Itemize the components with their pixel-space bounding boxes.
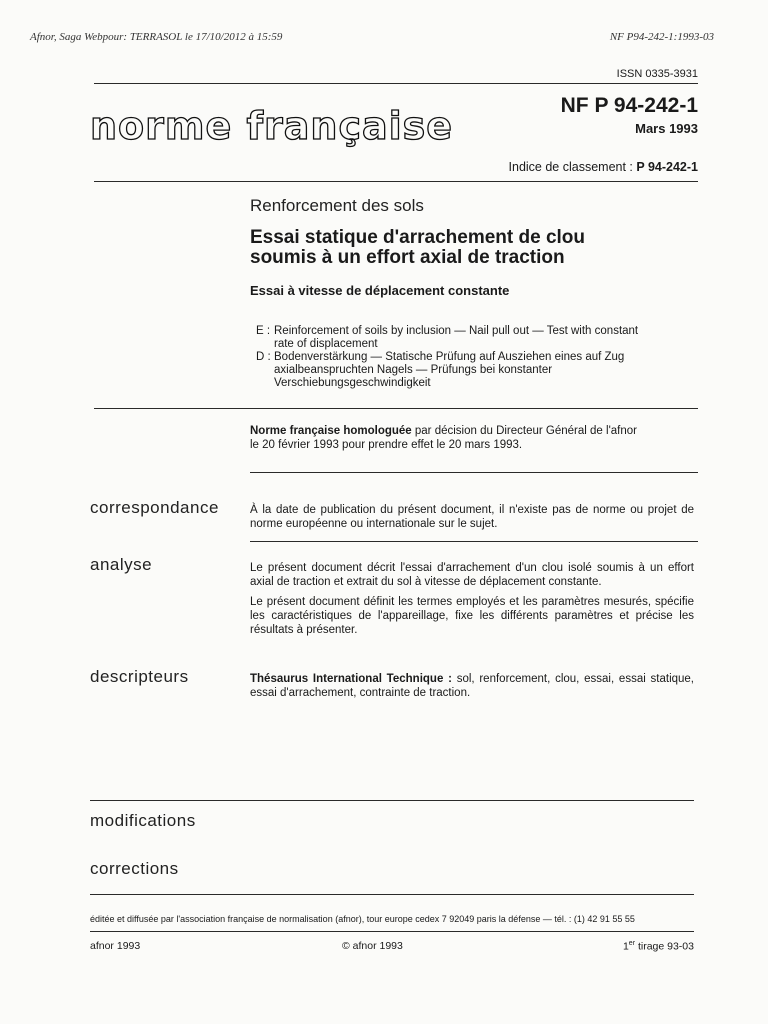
subtitle: Essai à vitesse de déplacement constante — [250, 283, 510, 298]
lang-key-d: D : — [256, 351, 271, 363]
classification-index — [509, 160, 698, 174]
header-bottom-rule — [94, 181, 698, 182]
publication-date: Mars 1993 — [635, 121, 698, 136]
correspondance-rule — [250, 541, 698, 542]
section-title: Renforcement des sols — [250, 196, 424, 215]
main-title-line-2: soumis à un effort axial de traction — [250, 247, 565, 268]
descripteurs-text: Thésaurus International Technique : sol, renforcement, clou, essai, essai statique, essai d'arrachement, contrainte de traction. — [250, 673, 695, 699]
footer-bottom-rule — [90, 931, 694, 932]
analyse-paragraph-2: Le présent document définit les termes employés et les paramètres mesurés, spécifie les caractéristiques de l'appareillage, fixe les différents paramètres et précise les résultats à présenter. — [250, 596, 694, 636]
lang-key-e: E : — [256, 325, 271, 337]
translation-english: E : Reinforcement of soils by inclusion — Nail pull out — Test with constant — [256, 325, 639, 337]
homologation-bold: Norme française homologuée — [250, 425, 412, 437]
thesaurus-label: Thésaurus International Technique : — [250, 673, 452, 685]
translations-rule — [94, 408, 698, 409]
homologation-rule — [250, 472, 698, 473]
analyse-paragraph-1: Le présent document décrit l'essai d'arrachement d'un clou isolé soumis à un effort axial de traction et extrait du sol à vitesse de déplacement constante. — [250, 562, 694, 588]
modifications-label: modifications — [90, 811, 196, 830]
translation-german: D : Bodenverstärkung — Statische Prüfung auf Ausziehen eines auf Zug — [256, 351, 625, 363]
standard-reference: NF P 94-242-1 — [560, 94, 698, 117]
classification-label: Indice de classement : — [508, 160, 637, 174]
title-translations: E : Reinforcement of soils by inclusion — Nail pull out — Test with constant rate of displacement D : Bodenverstärkung — Statische Prüfung auf Ausziehen eines auf Zug axialbeanspruchten Nagels — Prüfungs bei konstanter Verschiebungsgeschwindigkeit — [256, 325, 696, 390]
main-title — [250, 228, 585, 268]
classification-value: P 94-242-1 — [636, 160, 698, 174]
footer-top-rule — [90, 894, 694, 895]
correspondance-label: correspondance — [90, 498, 219, 517]
header-top-rule — [94, 83, 698, 84]
correspondance-text: À la date de publication du présent document, il n'existe pas de norme ou projet de norme européenne ou internationale sur le sujet. — [250, 504, 694, 530]
document-code-stamp: NF P94-242-1:1993-03 — [609, 31, 714, 43]
modifications-rule — [90, 800, 694, 801]
issn: ISSN 0335-3931 — [616, 68, 698, 80]
publisher-info: éditée et diffusée par l'association française de normalisation (afnor), tour europe cedex 7 92049 paris la défense — tél. : (1) 42 91 55 55 — [90, 914, 635, 924]
main-title-line-1: Essai statique d'arrachement de clou — [250, 227, 586, 248]
corrections-label: corrections — [90, 859, 179, 878]
homologation-notice: Norme française homologuée par décision du Directeur Général de l'afnor le 20 février 1993 pour prendre effet le 20 mars 1993. — [250, 425, 637, 451]
norme-francaise-logo: norme française — [90, 104, 454, 148]
analyse-label: analyse — [90, 555, 153, 574]
print-run: 1er tirage 93-03 — [622, 940, 694, 953]
footer-left: afnor 1993 — [90, 940, 141, 952]
descripteurs-label: descripteurs — [90, 667, 189, 686]
download-stamp: Afnor, Saga Webpour: TERRASOL le 17/10/2012 à 15:59 — [30, 31, 283, 43]
copyright: © afnor 1993 — [342, 940, 403, 952]
